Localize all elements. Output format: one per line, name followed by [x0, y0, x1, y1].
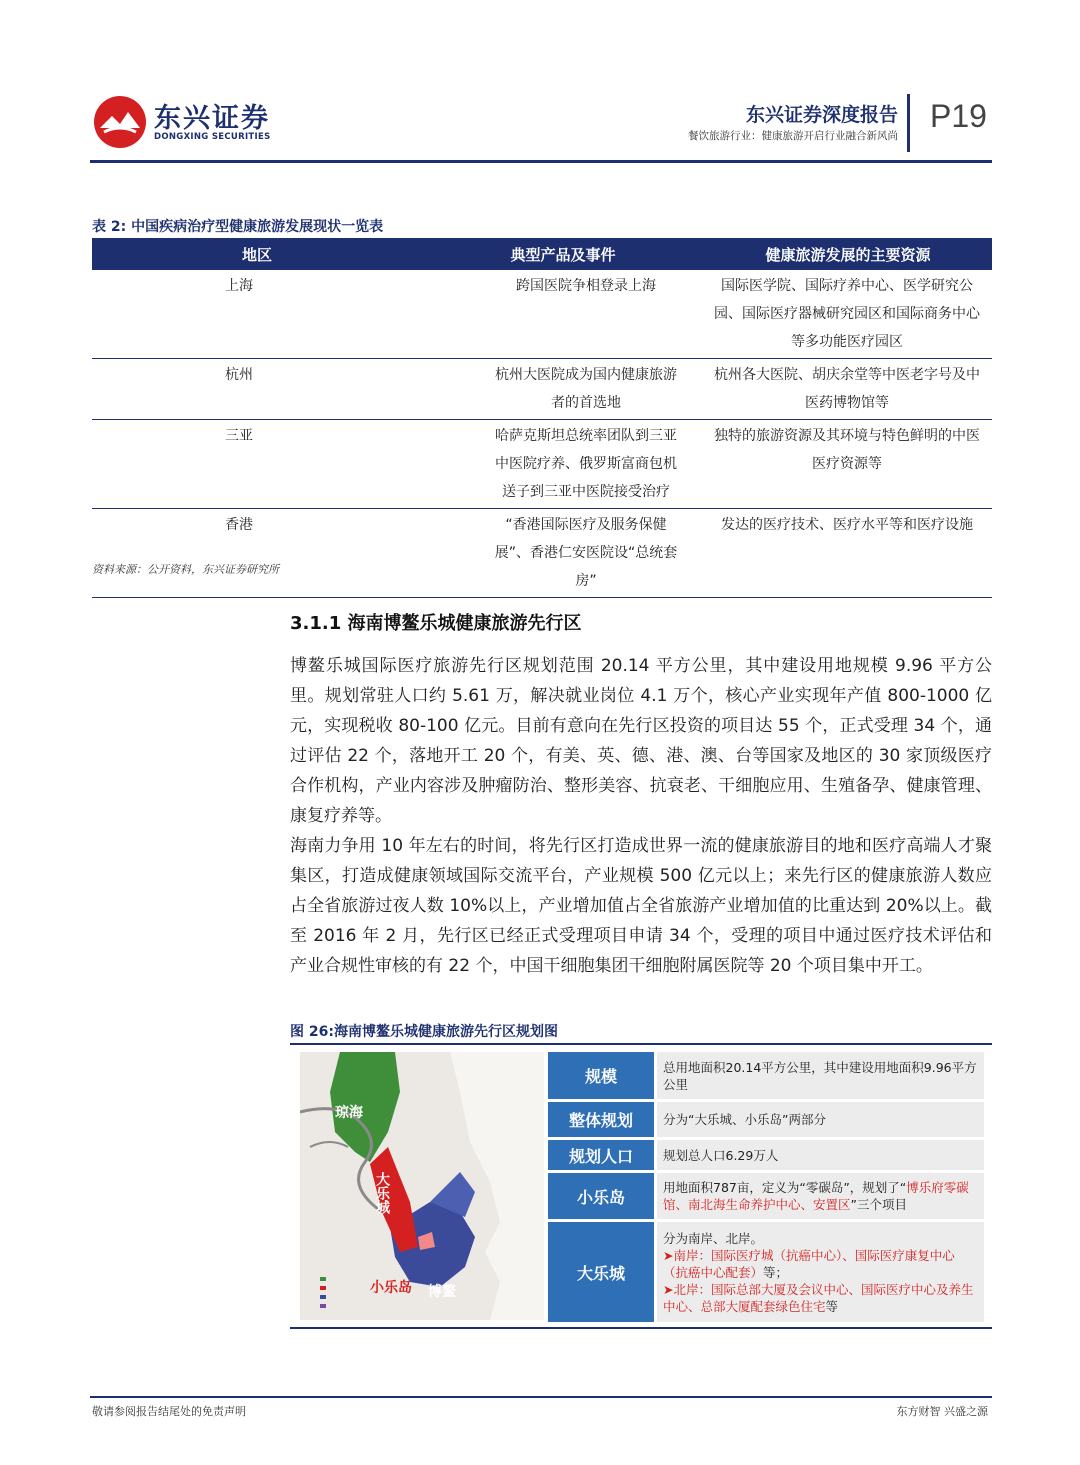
plan-row: [548, 1102, 984, 1137]
planning-summary: [548, 1052, 984, 1322]
map-graphic: [300, 1052, 544, 1320]
plan-text: 规划总人口6.29万人: [657, 1140, 984, 1170]
table-source: 资料来源：公开资料，东兴证券研究所: [92, 563, 279, 576]
cell-event: “香港国际医疗及服务保健展”、香港仁安医院设“总统套房”: [422, 509, 704, 598]
dongxing-logo-icon: [92, 94, 148, 150]
table-row: [92, 509, 992, 598]
figure-bottom-rule: [290, 1327, 992, 1329]
brand-name-en: DONGXING SECURITIES: [154, 132, 271, 142]
map-label-qionghai: 琼海: [335, 1105, 363, 1121]
plan-text: 用地面积787亩，定义为“零碳岛”，规划了“博乐府零碳馆、南北海生命养护中心、安置区”三个项目: [657, 1173, 984, 1219]
report-subtitle: 餐饮旅游行业：健康旅游开启行业融合新风尚: [688, 130, 898, 142]
table-caption: 表 2: 中国疾病治疗型健康旅游发展现状一览表: [92, 219, 384, 235]
table-row: [92, 359, 992, 420]
cell-resource: 国际医学院、国际疗养中心、医学研究公园、国际医疗器械研究园区和国际商务中心等多功能医疗园区: [704, 270, 992, 359]
figure-caption: 图 26:海南博鳌乐城健康旅游先行区规划图: [290, 1024, 558, 1040]
plan-row: [548, 1052, 984, 1099]
map-label-daleocheng: 大乐城: [374, 1172, 390, 1214]
figure-top-rule: [290, 1043, 992, 1045]
page-number: P19: [930, 98, 987, 134]
plan-text: 分为“大乐城、小乐岛”两部分: [657, 1102, 984, 1137]
map-label-boao: 博鳌: [428, 1284, 456, 1300]
plan-text: 总用地面积20.14平方公里，其中建设用地面积9.96平方公里: [657, 1052, 984, 1099]
plan-label: 大乐城: [548, 1222, 657, 1322]
header-divider: [907, 94, 910, 152]
plan-row: [548, 1222, 984, 1322]
plan-label: 规划人口: [548, 1140, 657, 1170]
plan-row: [548, 1140, 984, 1170]
cell-region: 上海: [92, 270, 422, 359]
table-row: [92, 420, 992, 509]
plan-label: 规模: [548, 1052, 657, 1099]
footer-disclaimer: 敬请参阅报告结尾处的免责声明: [92, 1405, 246, 1418]
body-paragraph: 博鳌乐城国际医疗旅游先行区规划范围 20.14 平方公里，其中建设用地规模 9.96 平方公里。规划常驻人口约 5.61 万，解决就业岗位 4.1 万个，核心产业实现年产值 800-1000 亿元，实现税收 80-100 亿元。目前有意向在先行区投资的项目达 55 个，正式受理 34 个，通过评估 22 个，落地开工 20 个，有美、英、德、港、澳、台等国家及地区的 30 家顶级医疗合作机构，产业内容涉及肿瘤防治、整形美容、抗衰老、干细胞应用、生殖备孕、健康管理、康复疗养等。: [290, 656, 992, 826]
health-tourism-table: [92, 238, 992, 598]
table-header-row: [92, 238, 992, 270]
cell-event: 杭州大医院成为国内健康旅游者的首选地: [422, 359, 704, 420]
footer-slogan: 东方财智 兴盛之源: [896, 1405, 988, 1418]
column-header-region: 地区: [92, 238, 422, 270]
brand-name: 东兴证券: [154, 103, 270, 134]
report-title: 东兴证券深度报告: [745, 104, 898, 126]
column-header-event: 典型产品及事件: [422, 238, 704, 270]
cell-resource: 独特的旅游资源及其环境与特色鲜明的中医医疗资源等: [704, 420, 992, 509]
section-title: 3.1.1 海南博鳌乐城健康旅游先行区: [290, 613, 582, 634]
cell-region: 杭州: [92, 359, 422, 420]
cell-region: 三亚: [92, 420, 422, 509]
planning-map: [300, 1052, 544, 1320]
footer-rule: [90, 1396, 992, 1398]
cell-event: 跨国医院争相登录上海: [422, 270, 704, 359]
column-header-resource: 健康旅游发展的主要资源: [704, 238, 992, 270]
plan-text: 分为南岸、北岸。 ➤南岸：国际医疗城（抗癌中心）、国际医疗康复中心（抗癌中心配套）等； ➤北岸：国际总部大厦及会议中心、国际医疗中心及养生中心、总部大厦配套绿色住宅等: [657, 1222, 984, 1322]
cell-region: 香港: [92, 509, 422, 598]
plan-row: [548, 1173, 984, 1219]
body-paragraph: 海南力争用 10 年左右的时间，将先行区打造成世界一流的健康旅游目的地和医疗高端人才聚集区，打造成健康领域国际交流平台，产业规模 500 亿元以上；来先行区的健康旅游人数应占全省旅游过夜人数 10%以上，产业增加值占全省旅游产业增加值的比重达到 20%以上。截至 2016 年 2 月，先行区已经正式受理项目申请 34 个，受理的项目中通过医疗技术评估和产业合规性审核的有 22 个，中国干细胞集团干细胞附属医院等 20 个项目集中开工。: [290, 836, 992, 976]
plan-label: 小乐岛: [548, 1173, 657, 1219]
plan-label: 整体规划: [548, 1102, 657, 1137]
table-row: [92, 270, 992, 359]
cell-resource: 杭州各大医院、胡庆余堂等中医老字号及中医药博物馆等: [704, 359, 992, 420]
cell-event: 哈萨克斯坦总统率团队到三亚中医院疗养、俄罗斯富商包机送子到三亚中医院接受治疗: [422, 420, 704, 509]
header-rule: [90, 160, 992, 163]
map-label-xiaoledao: 小乐岛: [370, 1280, 412, 1296]
cell-resource: 发达的医疗技术、医疗水平等和医疗设施: [704, 509, 992, 598]
